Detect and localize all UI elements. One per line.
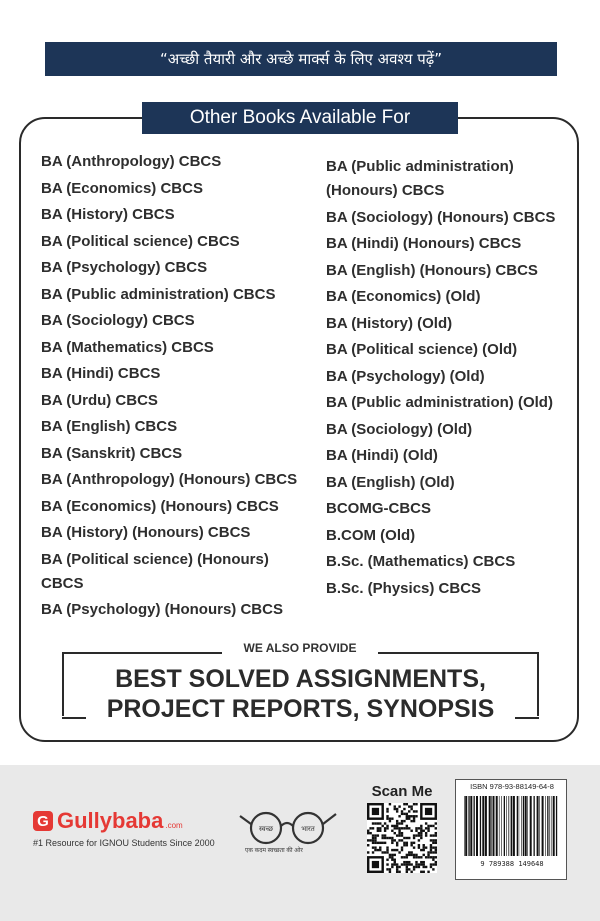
- qr-code-icon[interactable]: [367, 803, 437, 873]
- services-line-2: PROJECT REPORTS, SYNOPSIS: [106, 695, 495, 723]
- book-title: BA (Sociology) CBCS: [41, 312, 195, 329]
- book-title: BA (English) CBCS: [41, 418, 178, 435]
- swachh-caption: एक कदम स्वच्छता की ओर: [245, 848, 303, 854]
- barcode-icon: [464, 796, 560, 856]
- book-title: BA (Psychology) CBCS: [41, 259, 208, 276]
- swachh-left-text: स्वच्छ: [258, 826, 274, 833]
- logo-mark-icon: G: [33, 811, 53, 831]
- book-title: BCOMG-CBCS: [326, 500, 431, 517]
- book-title: BA (Sociology) (Honours) CBCS: [326, 208, 556, 226]
- book-title: B.Sc. (Physics) CBCS: [326, 579, 482, 597]
- book-title: BA (Hindi) (Honours) CBCS: [326, 235, 522, 252]
- book-title: BA (Political science) (Old): [326, 341, 518, 358]
- book-title: BA (Sociology) (Old): [326, 420, 473, 438]
- book-title: BA (English) (Honours) CBCS: [326, 261, 538, 279]
- book-title: BA (Political science) CBCS: [41, 232, 240, 250]
- book-title: BA (Public administration) (Old): [326, 394, 553, 411]
- book-title: BA (Economics) (Honours) CBCS: [41, 497, 279, 515]
- book-list-left: [41, 150, 311, 625]
- book-title: BA (Mathematics) CBCS: [41, 338, 214, 356]
- book-title: BA (Hindi) CBCS: [41, 365, 161, 382]
- services-underline-right: [515, 717, 539, 719]
- isbn-digits: 9 789388 149648: [480, 860, 544, 868]
- book-title: BA (Public administration) CBCS: [41, 285, 276, 303]
- book-title: BA (Economics) CBCS: [41, 179, 203, 197]
- isbn-barcode: [455, 779, 567, 880]
- book-title: BA (History) CBCS: [41, 206, 175, 223]
- book-title: BA (History) (Old): [326, 314, 453, 332]
- book-title: BA (Urdu) CBCS: [41, 391, 158, 409]
- gullybaba-logo: [33, 808, 183, 834]
- book-title: BA (Anthropology) (Honours) CBCS: [41, 471, 298, 488]
- logo-suffix: .com: [165, 820, 183, 830]
- book-title: BA (Anthropology) CBCS: [41, 153, 222, 170]
- brand-tagline: #1 Resource for IGNOU Students Since 2000: [33, 838, 215, 848]
- swachh-right-text: भारत: [301, 826, 315, 833]
- services-text: [62, 664, 539, 724]
- book-title: BA (Hindi) (Old): [326, 447, 438, 464]
- book-list-heading: Other Books Available For: [142, 102, 458, 134]
- hindi-tagline-banner: “अच्छी तैयारी और अच्छे मार्क्स के लिए अवश्य पढ़ें”: [45, 42, 557, 76]
- book-title: BA (Economics) (Old): [326, 288, 481, 305]
- book-title: BA (History) (Honours) CBCS: [41, 524, 251, 541]
- book-title: B.COM (Old): [326, 526, 416, 544]
- book-title: BA (Public administration) (Honours) CBCS: [326, 158, 514, 199]
- book-title: BA (Psychology) (Old): [326, 367, 485, 385]
- book-title: B.Sc. (Mathematics) CBCS: [326, 553, 516, 570]
- scan-label: Scan Me: [371, 783, 433, 800]
- logo-name: Gullybaba: [57, 808, 164, 833]
- services-line-1: BEST SOLVED ASSIGNMENTS,: [115, 665, 486, 693]
- isbn-label: ISBN 978-93-88149-64-8: [470, 782, 554, 791]
- services-underline-left: [62, 717, 86, 719]
- book-title: BA (Political science) (Honours) CBCS: [41, 550, 269, 592]
- book-title: BA (Psychology) (Honours) CBCS: [41, 601, 283, 618]
- services-title: WE ALSO PROVIDE: [222, 641, 378, 655]
- book-title: BA (English) (Old): [326, 473, 455, 491]
- book-title: BA (Sanskrit) CBCS: [41, 444, 183, 462]
- book-list-right: [326, 155, 576, 603]
